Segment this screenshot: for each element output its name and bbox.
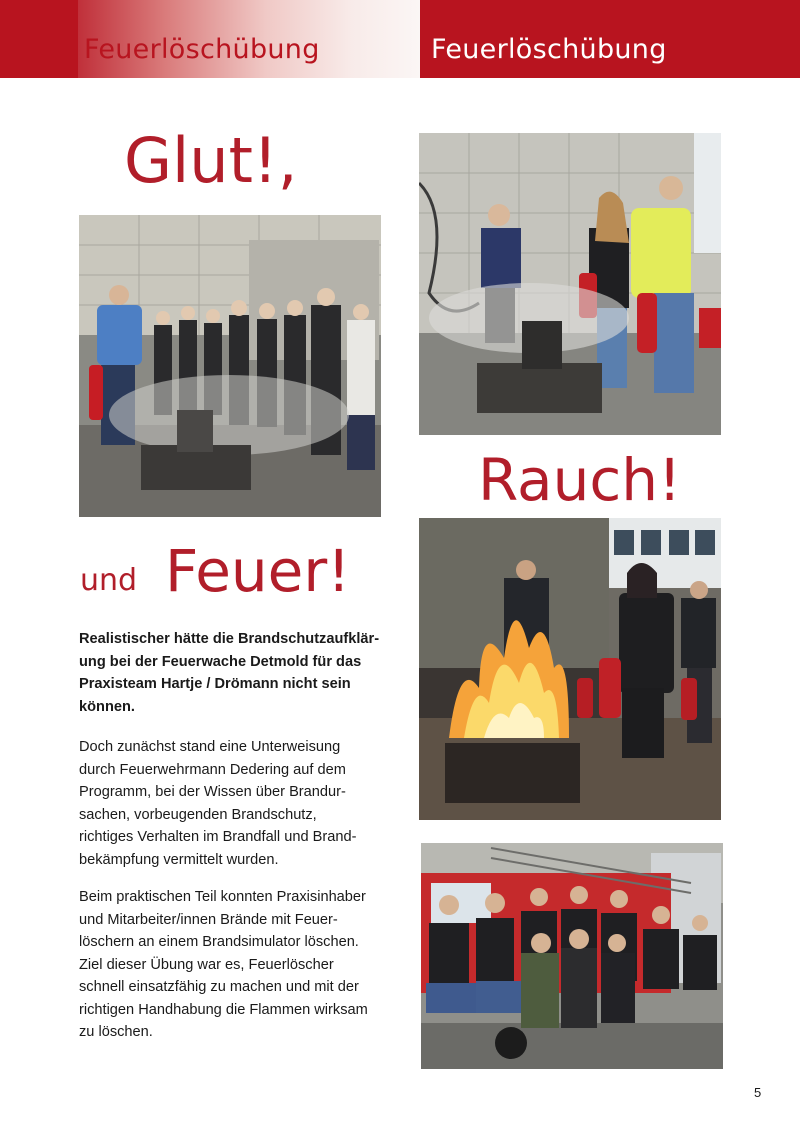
headline-feuer: Feuer! (165, 537, 351, 605)
body-paragraph-instruction (79, 736, 394, 871)
photo-extinguisher-demo (79, 215, 381, 517)
body-paragraph-practice (79, 886, 394, 1044)
header-title-left: Feuerlöschübung (84, 34, 320, 65)
body-line: löschern an einem Brandsimulator löschen. (79, 934, 359, 950)
body-line: zu löschen. (79, 1024, 153, 1040)
body-line: bekämpfung vermittelt wurden. (79, 851, 279, 868)
headline-glut: Glut!, (124, 124, 298, 197)
photo-extinguishing-two-women (419, 133, 721, 435)
body-line: Beim praktischen Teil konnten Praxisinhaber (79, 889, 366, 905)
body-line: Programm, bei der Wissen über Brandur- (79, 784, 346, 800)
body-line: richtiges Verhalten im Brandfall und Brand- (79, 829, 357, 845)
intro-paragraph (79, 628, 394, 718)
header-title-right: Feuerlöschübung (431, 34, 667, 65)
body-line: schnell einsatzfähig zu machen und mit der (79, 979, 359, 995)
body-line: richtigen Handhabung die Flammen wirksam (79, 1001, 368, 1018)
photo-group-fire-truck (421, 843, 723, 1069)
intro-line: Realistischer hätte die Brandschutzaufklär- (79, 631, 380, 647)
body-line: sachen, vorbeugenden Brandschutz, (79, 806, 317, 823)
header-bar-left (0, 0, 78, 78)
intro-line: ung bei der Feuerwache Detmold für das (79, 653, 362, 670)
page-number: 5 (754, 1085, 762, 1100)
body-line: und Mitarbeiter/innen Brände mit Feuer- (79, 911, 338, 928)
headline-rauch: Rauch! (478, 446, 682, 514)
body-line: Doch zunächst stand eine Unterweisung (79, 739, 341, 755)
intro-line: können. (79, 698, 135, 715)
intro-line: Praxisteam Hartje / Drömann nicht sein (79, 676, 351, 692)
body-line: Ziel dieser Übung war es, Feuerlöscher (79, 956, 334, 973)
headline-und: und (80, 563, 138, 598)
photo-fire-simulator-flames (419, 518, 721, 820)
body-line: durch Feuerwehrmann Dedering auf dem (79, 761, 346, 778)
